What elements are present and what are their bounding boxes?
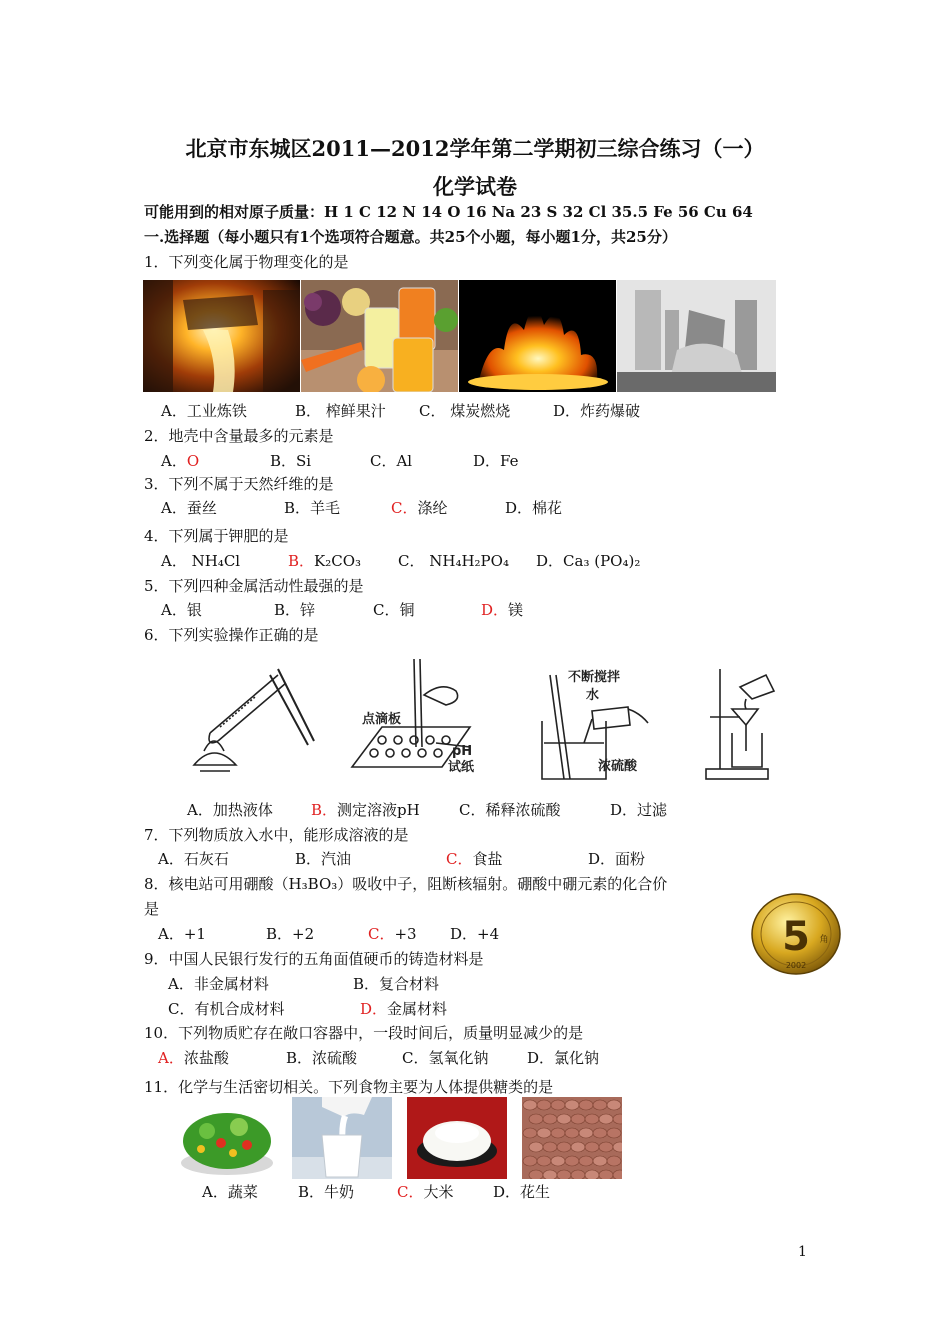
page-number: 1	[798, 1244, 807, 1260]
peanut-kernel	[565, 1156, 579, 1166]
coal-burning-photo	[459, 280, 616, 392]
q8-option-d[interactable]: D．+4	[450, 925, 500, 943]
q5-option-d-text: 镁	[508, 601, 524, 619]
q7-option-d[interactable]: D．面粉	[588, 850, 646, 868]
q5-option-d[interactable]	[481, 600, 523, 620]
q9-option-c[interactable]: C．有机合成材料	[168, 1000, 285, 1018]
five-jiao-coin-image	[750, 892, 842, 976]
q6-option-b-prefix: B．	[311, 801, 338, 819]
q3-option-a[interactable]: A．蚕丝	[161, 499, 217, 517]
q3-option-d[interactable]: D．棉花	[505, 499, 563, 517]
peanut-kernel	[599, 1142, 613, 1152]
q11-option-c[interactable]	[397, 1182, 454, 1202]
q3-option-c-text: 涤纶	[417, 499, 448, 517]
q8-option-c-text: +3	[394, 925, 417, 943]
q6-option-b[interactable]	[311, 800, 420, 820]
q6-option-d[interactable]: D．过滤	[610, 801, 668, 819]
atomic-mass-line: 可能用到的相对原子质量：H 1 C 12 N 14 O 16 Na 23 S 32 Cl 35.5 Fe 56 Cu 64	[144, 203, 753, 221]
q3-option-c[interactable]	[391, 498, 448, 518]
peanut-kernel	[607, 1128, 621, 1138]
peanut-kernel	[523, 1100, 537, 1110]
peanut-kernel	[585, 1142, 599, 1152]
coin-year: 2002	[785, 961, 807, 970]
label-water: 水	[586, 688, 600, 703]
peanut-kernel	[537, 1100, 551, 1110]
q8-option-b[interactable]: B．+2	[266, 925, 315, 943]
q2-option-b[interactable]: B．Si	[270, 452, 312, 470]
peanut-kernel	[537, 1156, 551, 1166]
q3-stem: 3．下列不属于天然纤维的是	[144, 475, 334, 493]
q10-option-b[interactable]: B．浓硫酸	[286, 1049, 358, 1067]
q3-option-b[interactable]: B．羊毛	[284, 499, 341, 517]
peanut-kernel	[571, 1114, 585, 1124]
q5-option-a[interactable]: A．银	[161, 601, 202, 619]
peanut-kernel	[599, 1170, 613, 1179]
q8-option-c-prefix: C．	[368, 925, 395, 943]
peanut-kernel	[579, 1128, 593, 1138]
q2-option-a-answer: O	[186, 452, 200, 470]
peanut-kernel	[523, 1156, 537, 1166]
peanut-kernel	[543, 1170, 557, 1179]
q1-option-d[interactable]: D．炸药爆破	[553, 402, 641, 420]
page-title: 北京市东城区2011—2012学年第二学期初三综合练习（一）	[185, 136, 765, 161]
q8-option-c[interactable]	[368, 924, 417, 944]
q11-option-b[interactable]: B．牛奶	[298, 1183, 355, 1201]
q4-option-b[interactable]	[288, 551, 361, 571]
peanut-kernel	[529, 1142, 543, 1152]
q1-option-b[interactable]: B． 榨鲜果汁	[295, 402, 386, 420]
q4-option-a[interactable]: A． NH₄Cl	[161, 552, 241, 570]
rice-photo	[407, 1097, 507, 1179]
label-spot-plate: 点滴板	[362, 712, 402, 727]
peanut-kernel	[593, 1128, 607, 1138]
peanut-kernel	[599, 1114, 613, 1124]
q6-lab-diagrams	[180, 655, 790, 785]
q11-option-c-prefix: C．	[397, 1183, 424, 1201]
peanut-kernel	[579, 1100, 593, 1110]
q7-option-c[interactable]	[446, 849, 503, 869]
q1-option-a[interactable]: A．工业炼铁	[161, 402, 247, 420]
q8-stem-cont: 是	[144, 900, 160, 918]
peanuts-photo	[522, 1097, 622, 1179]
q7-stem: 7．下列物质放入水中，能形成溶液的是	[144, 826, 409, 844]
q8-stem: 8．核电站可用硼酸（H₃BO₃）吸收中子，阻断核辐射。硼酸中硼元素的化合价	[144, 875, 668, 893]
filtration-diagram	[706, 669, 774, 779]
peanut-kernel	[543, 1114, 557, 1124]
q9-option-b[interactable]: B．复合材料	[353, 975, 440, 993]
q7-option-a[interactable]: A．石灰石	[158, 850, 229, 868]
peanut-kernel	[565, 1128, 579, 1138]
fruit-juice-photo	[301, 280, 458, 392]
q10-option-a-text: 浓盐酸	[183, 1049, 229, 1067]
q7-option-c-text: 食盐	[472, 850, 503, 868]
peanut-kernel	[529, 1170, 543, 1179]
q10-option-c[interactable]: C．氢氧化钠	[402, 1049, 489, 1067]
peanut-kernel	[557, 1114, 571, 1124]
section-heading: 一.选择题（每小题只有1个选项符合题意。共25个小题，每小题1分，共25分）	[144, 228, 677, 246]
steel-smelting-photo	[143, 280, 300, 392]
q9-option-d-text: 金属材料	[387, 1000, 448, 1018]
peanut-kernel	[557, 1170, 571, 1179]
q9-option-d[interactable]	[360, 999, 447, 1019]
q3-option-c-prefix: C．	[391, 499, 418, 517]
coin-digit: 5	[782, 914, 810, 960]
peanut-kernel	[551, 1156, 565, 1166]
heating-liquid-diagram	[194, 669, 314, 771]
peanut-kernel	[571, 1170, 585, 1179]
q2-option-d[interactable]: D．Fe	[473, 452, 519, 470]
peanut-kernel	[585, 1114, 599, 1124]
q11-stem: 11．化学与生活密切相关。下列食物主要为人体提供糖类的是	[144, 1078, 554, 1096]
q2-option-a[interactable]	[161, 451, 199, 471]
peanut-kernel	[557, 1142, 571, 1152]
q9-option-d-prefix: D．	[360, 1000, 388, 1018]
q11-option-a[interactable]: A．蔬菜	[202, 1183, 258, 1201]
peanut-kernel	[585, 1170, 599, 1179]
q8-option-a[interactable]: A．+1	[158, 925, 206, 943]
demolition-photo	[617, 280, 776, 392]
peanut-kernel	[593, 1156, 607, 1166]
q10-option-a-prefix: A．	[158, 1049, 184, 1067]
q6-stem: 6．下列实验操作正确的是	[144, 626, 319, 644]
peanut-kernel	[543, 1142, 557, 1152]
q5-option-b[interactable]: B．锌	[274, 601, 316, 619]
label-conc-acid: 浓硫酸	[598, 759, 638, 774]
q6-option-c[interactable]: C．稀释浓硫酸	[459, 801, 561, 819]
peanut-kernel	[607, 1100, 621, 1110]
peanut-kernel	[565, 1100, 579, 1110]
peanut-kernel	[579, 1156, 593, 1166]
q4-option-b-text: K₂CO₃	[314, 552, 362, 570]
peanut-kernel	[537, 1128, 551, 1138]
q1-option-c[interactable]: C． 煤炭燃烧	[419, 402, 511, 420]
q11-option-c-text: 大米	[423, 1183, 454, 1201]
q1-stem: 1．下列变化属于物理变化的是	[144, 253, 349, 271]
q10-option-a[interactable]	[158, 1048, 229, 1068]
q4-option-d[interactable]: D．Ca₃ (PO₄)₂	[536, 552, 641, 570]
q7-option-c-prefix: C．	[446, 850, 473, 868]
coin-unit: 角	[819, 935, 829, 945]
milk-photo	[292, 1097, 392, 1179]
vegetables-photo	[177, 1097, 277, 1179]
label-ph: pH	[452, 744, 473, 759]
label-stir: 不断搅拌	[568, 670, 621, 685]
q6-option-b-text: 测定溶液pH	[337, 801, 420, 819]
q10-option-d[interactable]: D．氯化钠	[527, 1049, 600, 1067]
q6-option-a[interactable]: A．加热液体	[187, 801, 273, 819]
q9-stem: 9．中国人民银行发行的五角面值硬币的铸造材料是	[144, 950, 484, 968]
peanut-kernel	[571, 1142, 585, 1152]
q4-option-c[interactable]: C． NH₄H₂PO₄	[398, 552, 509, 570]
peanut-kernel	[523, 1128, 537, 1138]
q2-stem: 2．地壳中含量最多的元素是	[144, 427, 334, 445]
q2-option-a-prefix: A．	[161, 452, 187, 470]
label-test-paper: 试纸	[448, 760, 475, 775]
page-subtitle: 化学试卷	[433, 174, 517, 199]
peanut-kernel	[551, 1128, 565, 1138]
q9-option-a[interactable]: A．非金属材料	[168, 975, 269, 993]
q10-stem: 10．下列物质贮存在敞口容器中，一段时间后，质量明显减少的是	[144, 1024, 584, 1042]
peanut-kernel	[593, 1100, 607, 1110]
q2-option-c[interactable]: C．Al	[370, 452, 413, 470]
q5-stem: 5．下列四种金属活动性最强的是	[144, 577, 364, 595]
q7-option-b[interactable]: B．汽油	[295, 850, 352, 868]
q4-option-b-prefix: B．	[288, 552, 315, 570]
q4-stem: 4．下列属于钾肥的是	[144, 527, 289, 545]
q5-option-d-prefix: D．	[481, 601, 509, 619]
q5-option-c[interactable]: C．铜	[373, 601, 415, 619]
peanut-kernel	[529, 1114, 543, 1124]
peanut-kernel	[551, 1100, 565, 1110]
q11-option-d[interactable]: D．花生	[493, 1183, 551, 1201]
peanut-kernel	[607, 1156, 621, 1166]
